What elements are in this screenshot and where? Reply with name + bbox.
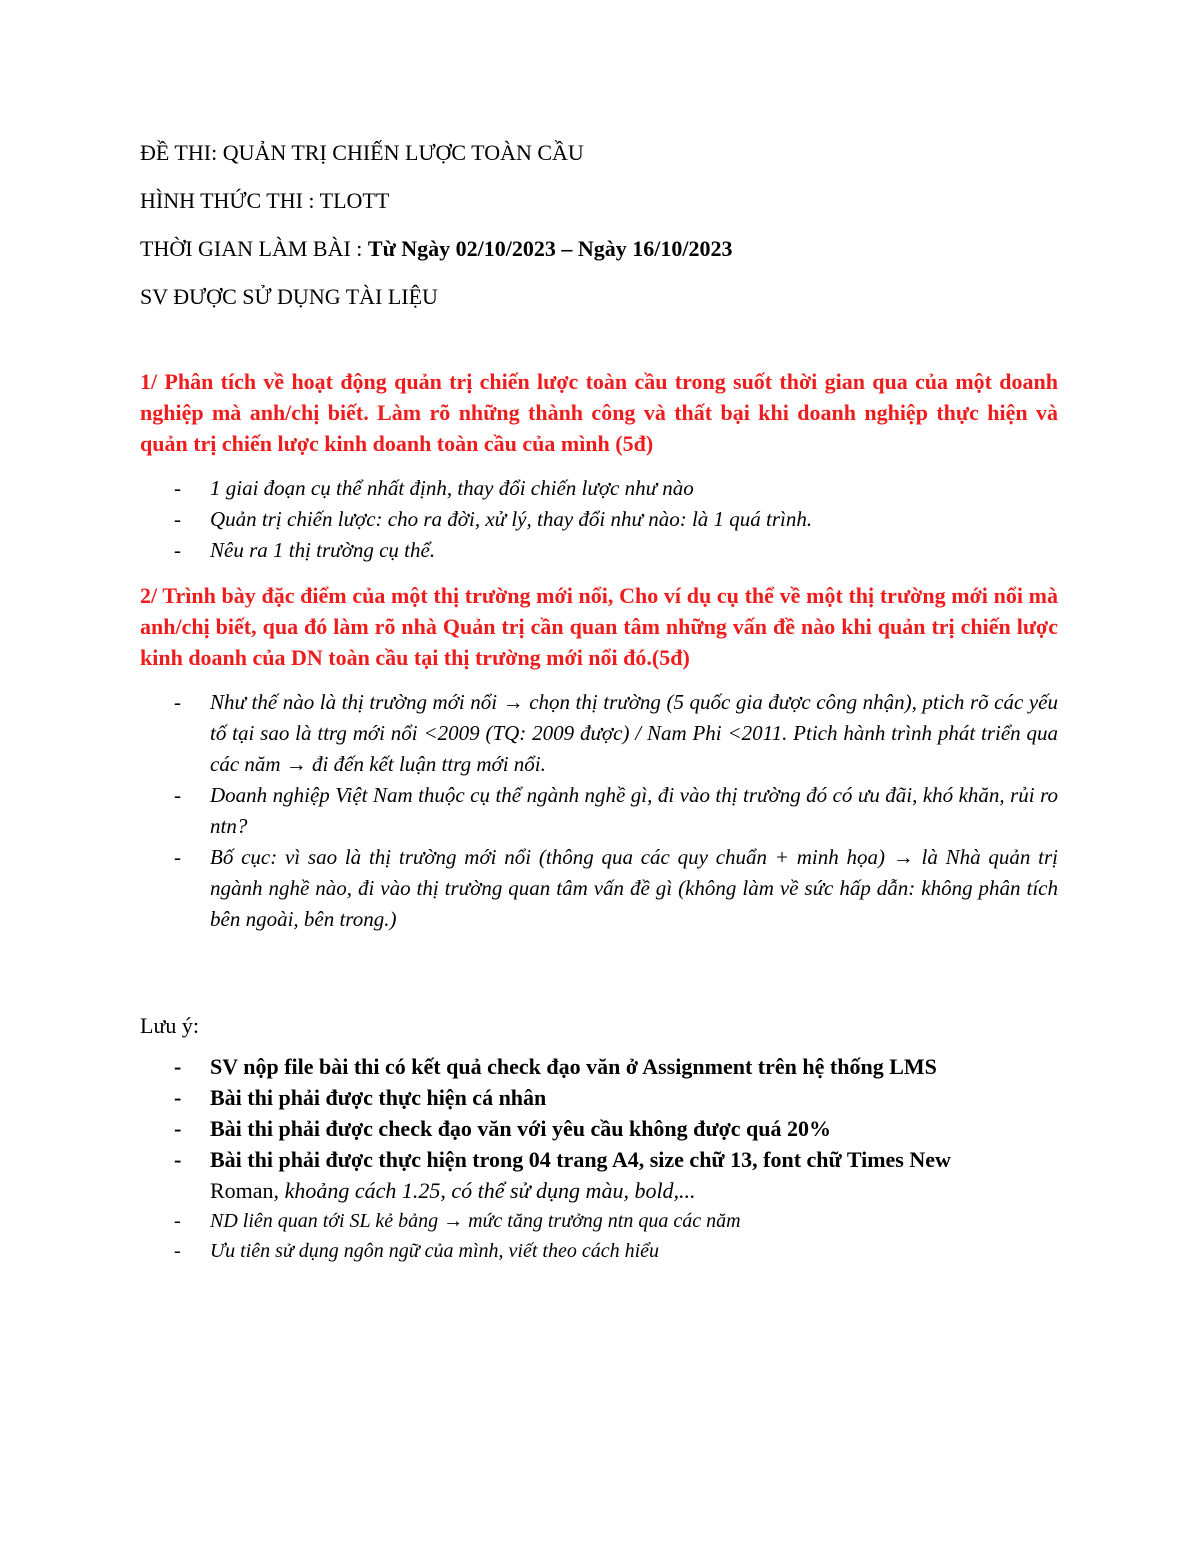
materials-allowed: SV ĐƯỢC SỬ DỤNG TÀI LIỆU [140,284,438,309]
exam-time-value: Từ Ngày 02/10/2023 – Ngày 16/10/2023 [367,236,733,261]
list-item: - 1 giai đoạn cụ thể nhất định, thay đổi chiến lược như nào [174,476,694,500]
list-item: - Doanh nghiệp Việt Nam thuộc cụ thể ngành nghề gì, đi vào thị trường đó có ưu đãi, khó khăn, rủi ro ntn? [174,783,1058,838]
question-1-hints [140,473,1058,566]
exam-format: HÌNH THỨC THI : TLOTT [140,188,390,213]
question-1: 1/ Phân tích về hoạt động quản trị chiến lược toàn cầu trong suốt thời gian qua của một doanh nghiệp mà anh/chị biết. Làm rõ những thành công và thất bại khi doanh nghiệp thực hiện và quản trị chiến lược kinh doanh toàn cầu của mình (5đ) [140,369,1058,456]
list-item: - Như thế nào là thị trường mới nổi → chọn thị trường (5 quốc gia được công nhận), ptich rõ các yếu tố tại sao là ttrg mới nổi <2009 (TQ: 2009 được) / Nam Phi <2011. Ptich hành trình phát triển qua các năm → đi đến kết luận ttrg mới nổi. [174,690,1058,776]
exam-title: ĐỀ THI: QUẢN TRỊ CHIẾN LƯỢC TOÀN CẦU [140,140,584,165]
exam-time [140,234,1058,264]
notes-title: Lưu ý: [140,1013,199,1038]
list-item: - SV nộp file bài thi có kết quả check đạo văn ở Assignment trên hệ thống LMS [174,1054,937,1079]
document-page [140,138,1058,1280]
list-item: - Bài thi phải được thực hiện cá nhân [174,1085,547,1110]
list-item: - Bài thi phải được thực hiện trong 04 trang A4, size chữ 13, font chữ Times New Roman, khoảng cách 1.25, có thể sử dụng màu, bold,... [174,1147,951,1203]
list-item: - ND liên quan tới SL kẻ bảng → mức tăng trưởng ntn qua các năm [174,1210,741,1232]
list-item: - Bài thi phải được check đạo văn với yêu cầu không được quá 20% [174,1116,832,1141]
notes-list [140,1051,1058,1266]
question-2: 2/ Trình bày đặc điểm của một thị trường mới nổi, Cho ví dụ cụ thể về một thị trường mới nổi mà anh/chị biết, qua đó làm rõ nhà Quản trị cần quan tâm những vấn đề nào khi quản trị chiến lược kinh doanh của DN toàn cầu tại thị trường mới nổi đó.(5đ) [140,583,1058,670]
exam-time-label: THỜI GIAN LÀM BÀI : [140,236,368,261]
list-item: - Bố cục: vì sao là thị trường mới nổi (thông qua các quy chuẩn + minh họa) → là Nhà quản trị ngành nghề nào, đi vào thị trường quan tâm vấn đề gì (không làm về sức hấp dẫn: không phân tích bên ngoài, bên trong.) [174,845,1058,931]
list-item: - Quản trị chiến lược: cho ra đời, xử lý, thay đổi như nào: là 1 quá trình. [174,507,813,531]
list-item: - Nêu ra 1 thị trường cụ thể. [174,538,436,562]
list-item: - Ưu tiên sử dụng ngôn ngữ của mình, viết theo cách hiểu [174,1240,660,1262]
question-2-hints [140,687,1058,935]
